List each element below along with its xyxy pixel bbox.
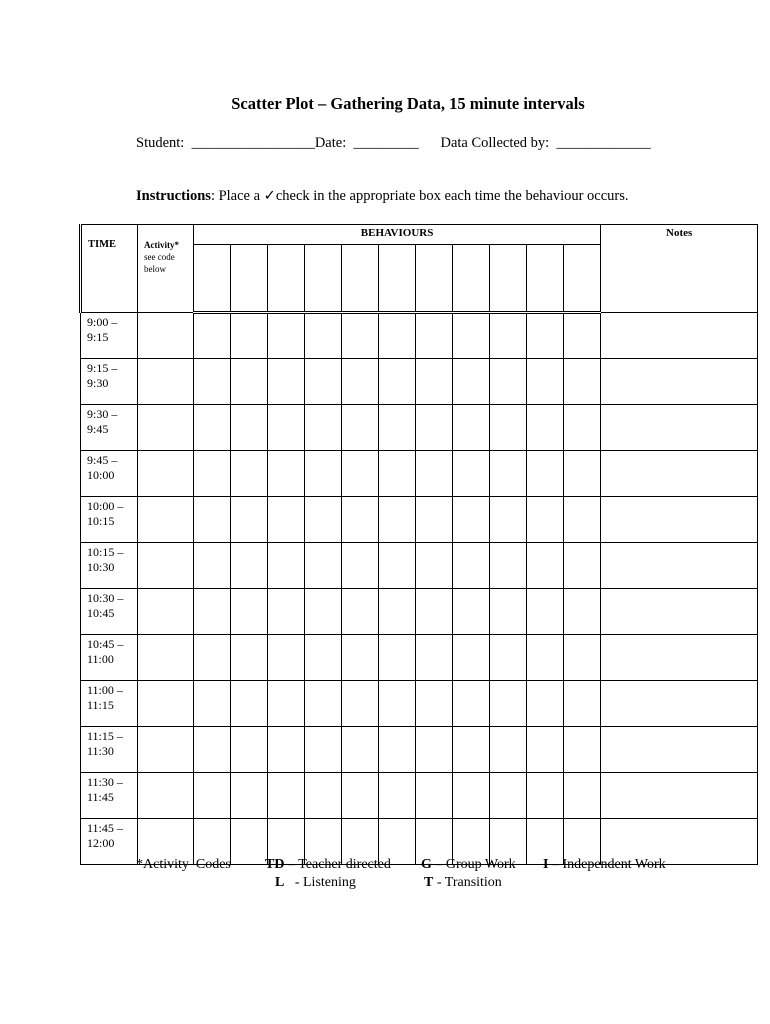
behaviour-check-cell[interactable] xyxy=(490,405,527,451)
behaviour-check-cell[interactable] xyxy=(305,313,342,359)
behaviour-check-cell[interactable] xyxy=(379,359,416,405)
behaviour-check-cell[interactable] xyxy=(305,589,342,635)
behaviour-check-cell[interactable] xyxy=(268,635,305,681)
behaviour-check-cell[interactable] xyxy=(490,497,527,543)
behaviour-check-cell[interactable] xyxy=(564,589,601,635)
behaviour-check-cell[interactable] xyxy=(305,773,342,819)
time-slot-label xyxy=(81,497,138,543)
behaviour-check-cell[interactable] xyxy=(194,589,231,635)
activity-cell[interactable] xyxy=(138,681,194,727)
time-slot-label xyxy=(81,451,138,497)
behaviour-check-cell[interactable] xyxy=(453,451,490,497)
notes-cell[interactable] xyxy=(601,543,758,589)
instructions-text: : Place a ✓check in the appropriate box each time the behaviour occurs. xyxy=(210,188,629,204)
behaviour-check-cell[interactable] xyxy=(231,497,268,543)
behaviour-check-cell[interactable] xyxy=(564,635,601,681)
behaviour-check-cell[interactable] xyxy=(268,497,305,543)
behaviour-col-10[interactable] xyxy=(527,245,564,313)
behaviour-check-cell[interactable] xyxy=(231,359,268,405)
behaviour-check-cell[interactable] xyxy=(564,451,601,497)
behaviour-check-cell[interactable] xyxy=(416,451,453,497)
behaviour-check-cell[interactable] xyxy=(231,313,268,359)
behaviour-check-cell[interactable] xyxy=(564,681,601,727)
behaviour-check-cell[interactable] xyxy=(490,313,527,359)
time-slot-end: 10:45 xyxy=(87,606,115,620)
behaviour-check-cell[interactable] xyxy=(194,681,231,727)
behaviour-check-cell[interactable] xyxy=(342,727,379,773)
table-row xyxy=(81,405,758,451)
table-row xyxy=(81,451,758,497)
notes-cell[interactable] xyxy=(601,589,758,635)
activity-cell[interactable] xyxy=(138,359,194,405)
behaviour-col-3[interactable] xyxy=(268,245,305,313)
time-slot-start: 10:15 – xyxy=(87,545,124,559)
behaviour-check-cell[interactable] xyxy=(194,359,231,405)
behaviour-check-cell[interactable] xyxy=(490,451,527,497)
activity-codes-label: *Activity Codes xyxy=(136,857,231,872)
behaviour-check-cell[interactable] xyxy=(490,681,527,727)
behaviour-check-cell[interactable] xyxy=(268,589,305,635)
behaviour-check-cell[interactable] xyxy=(342,313,379,359)
behaviour-check-cell[interactable] xyxy=(379,681,416,727)
behaviour-col-1[interactable] xyxy=(194,245,231,313)
activity-cell[interactable] xyxy=(138,313,194,359)
behaviour-check-cell[interactable] xyxy=(231,405,268,451)
behaviour-check-cell[interactable] xyxy=(342,635,379,681)
behaviour-check-cell[interactable] xyxy=(379,589,416,635)
behaviour-check-cell[interactable] xyxy=(490,773,527,819)
notes-cell[interactable] xyxy=(601,497,758,543)
behaviour-col-5[interactable] xyxy=(342,245,379,313)
behaviour-check-cell[interactable] xyxy=(527,497,564,543)
behaviour-check-cell[interactable] xyxy=(379,543,416,589)
behaviour-check-cell[interactable] xyxy=(527,359,564,405)
behaviour-check-cell[interactable] xyxy=(305,681,342,727)
behaviour-check-cell[interactable] xyxy=(379,451,416,497)
activity-cell[interactable] xyxy=(138,773,194,819)
behaviour-check-cell[interactable] xyxy=(379,313,416,359)
behaviour-check-cell[interactable] xyxy=(453,313,490,359)
behaviour-check-cell[interactable] xyxy=(305,727,342,773)
table-row xyxy=(81,497,758,543)
code-i-text: – Independent Work xyxy=(548,857,666,872)
behaviour-check-cell[interactable] xyxy=(527,543,564,589)
behaviour-check-cell[interactable] xyxy=(268,681,305,727)
code-i-key: I xyxy=(543,857,549,872)
behaviour-check-cell[interactable] xyxy=(342,543,379,589)
behaviour-check-cell[interactable] xyxy=(564,543,601,589)
behaviour-check-cell[interactable] xyxy=(342,681,379,727)
behaviour-check-cell[interactable] xyxy=(564,497,601,543)
notes-cell[interactable] xyxy=(601,313,758,359)
behaviour-check-cell[interactable] xyxy=(453,773,490,819)
time-slot-label xyxy=(81,313,138,359)
behaviour-check-cell[interactable] xyxy=(194,313,231,359)
time-slot-end: 11:45 xyxy=(87,790,114,804)
notes-cell[interactable] xyxy=(601,451,758,497)
time-slot-end: 10:15 xyxy=(87,514,115,528)
behaviour-check-cell[interactable] xyxy=(490,359,527,405)
behaviour-check-cell[interactable] xyxy=(564,359,601,405)
time-slot-end: 9:30 xyxy=(87,376,109,390)
behaviour-check-cell[interactable] xyxy=(231,635,268,681)
behaviour-check-cell[interactable] xyxy=(527,773,564,819)
activity-cell[interactable] xyxy=(138,405,194,451)
notes-header: Notes xyxy=(601,225,758,313)
time-slot-end: 11:30 xyxy=(87,744,114,758)
time-slot-start: 10:00 – xyxy=(87,499,124,513)
table-row xyxy=(81,543,758,589)
behaviour-check-cell[interactable] xyxy=(416,497,453,543)
activity-header-label: Activity* xyxy=(144,240,179,250)
behaviour-check-cell[interactable] xyxy=(342,405,379,451)
activity-cell[interactable] xyxy=(138,589,194,635)
behaviour-check-cell[interactable] xyxy=(268,313,305,359)
behaviour-check-cell[interactable] xyxy=(564,773,601,819)
behaviour-check-cell[interactable] xyxy=(194,543,231,589)
behaviour-check-cell[interactable] xyxy=(527,635,564,681)
behaviour-check-cell[interactable] xyxy=(527,589,564,635)
behaviour-check-cell[interactable] xyxy=(305,405,342,451)
behaviour-check-cell[interactable] xyxy=(416,543,453,589)
notes-cell[interactable] xyxy=(601,635,758,681)
behaviour-check-cell[interactable] xyxy=(379,497,416,543)
time-slot-start: 9:45 – xyxy=(87,453,118,467)
behaviour-check-cell[interactable] xyxy=(453,543,490,589)
time-slot-label xyxy=(81,681,138,727)
activity-cell[interactable] xyxy=(138,451,194,497)
behaviours-header: BEHAVIOURS xyxy=(194,225,601,245)
behaviour-check-cell[interactable] xyxy=(416,313,453,359)
time-slot-label xyxy=(81,819,138,865)
time-slot-start: 11:00 – xyxy=(87,683,123,697)
table-row xyxy=(81,635,758,681)
behaviour-check-cell[interactable] xyxy=(453,359,490,405)
time-slot-label xyxy=(81,773,138,819)
time-slot-start: 9:00 – xyxy=(87,315,118,329)
behaviour-check-cell[interactable] xyxy=(564,727,601,773)
activity-cell[interactable] xyxy=(138,727,194,773)
behaviour-col-4[interactable] xyxy=(305,245,342,313)
behaviour-check-cell[interactable] xyxy=(268,405,305,451)
behaviour-check-cell[interactable] xyxy=(305,635,342,681)
behaviour-check-cell[interactable] xyxy=(453,681,490,727)
time-slot-label xyxy=(81,359,138,405)
time-header: TIME xyxy=(81,225,138,313)
behaviour-check-cell[interactable] xyxy=(342,773,379,819)
time-slot-start: 10:45 – xyxy=(87,637,124,651)
behaviour-check-cell[interactable] xyxy=(416,681,453,727)
behaviour-check-cell[interactable] xyxy=(194,451,231,497)
behaviour-check-cell[interactable] xyxy=(268,359,305,405)
code-t-text: - Transition xyxy=(433,875,502,890)
behaviour-check-cell[interactable] xyxy=(527,405,564,451)
behaviour-check-cell[interactable] xyxy=(231,819,268,865)
behaviour-check-cell[interactable] xyxy=(231,451,268,497)
table-row xyxy=(81,681,758,727)
table-row xyxy=(81,313,758,359)
activity-cell[interactable] xyxy=(138,543,194,589)
time-slot-end: 10:00 xyxy=(87,468,115,482)
activity-header-sub: see code below xyxy=(144,252,175,274)
behaviour-check-cell[interactable] xyxy=(342,359,379,405)
code-td-key: TD xyxy=(265,857,285,872)
behaviour-check-cell[interactable] xyxy=(305,543,342,589)
behaviour-check-cell[interactable] xyxy=(268,451,305,497)
time-slot-end: 10:30 xyxy=(87,560,115,574)
time-slot-start: 10:30 – xyxy=(87,591,124,605)
behaviour-col-7[interactable] xyxy=(416,245,453,313)
behaviour-check-cell[interactable] xyxy=(305,359,342,405)
behaviour-check-cell[interactable] xyxy=(527,313,564,359)
time-slot-start: 11:45 – xyxy=(87,821,123,835)
behaviour-check-cell[interactable] xyxy=(527,451,564,497)
behaviour-check-cell[interactable] xyxy=(231,681,268,727)
behaviour-check-cell[interactable] xyxy=(490,727,527,773)
behaviour-check-cell[interactable] xyxy=(194,727,231,773)
time-slot-start: 9:15 – xyxy=(87,361,118,375)
code-t xyxy=(424,874,502,892)
behaviour-check-cell[interactable] xyxy=(416,727,453,773)
behaviour-col-6[interactable] xyxy=(379,245,416,313)
behaviour-check-cell[interactable] xyxy=(231,773,268,819)
notes-cell[interactable] xyxy=(601,359,758,405)
code-l xyxy=(275,874,356,892)
behaviour-check-cell[interactable] xyxy=(305,497,342,543)
time-slot-end: 9:45 xyxy=(87,422,109,436)
time-slot-label xyxy=(81,543,138,589)
time-slot-label xyxy=(81,727,138,773)
time-slot-start: 9:30 – xyxy=(87,407,118,421)
behaviour-check-cell[interactable] xyxy=(490,543,527,589)
behaviour-check-cell[interactable] xyxy=(564,405,601,451)
notes-cell[interactable] xyxy=(601,773,758,819)
instructions xyxy=(136,188,629,205)
time-slot-label xyxy=(81,635,138,681)
table-row xyxy=(81,359,758,405)
behaviour-check-cell[interactable] xyxy=(416,589,453,635)
behaviour-check-cell[interactable] xyxy=(379,405,416,451)
info-line: Student: _________________Date: _________ Data Collected by: _____________ xyxy=(136,135,651,151)
behaviour-check-cell[interactable] xyxy=(194,405,231,451)
behaviour-check-cell[interactable] xyxy=(194,773,231,819)
time-slot-start: 11:30 – xyxy=(87,775,123,789)
behaviour-check-cell[interactable] xyxy=(453,589,490,635)
instructions-label: Instructions xyxy=(136,188,211,204)
activity-header xyxy=(138,225,194,313)
time-slot-end: 12:00 xyxy=(87,836,115,850)
notes-cell[interactable] xyxy=(601,681,758,727)
time-slot-label xyxy=(81,589,138,635)
behaviour-check-cell[interactable] xyxy=(342,451,379,497)
behaviour-check-cell[interactable] xyxy=(379,727,416,773)
behaviour-check-cell[interactable] xyxy=(268,727,305,773)
behaviour-check-cell[interactable] xyxy=(416,359,453,405)
code-t-key: T xyxy=(424,875,434,890)
table-row xyxy=(81,589,758,635)
behaviour-check-cell[interactable] xyxy=(416,773,453,819)
code-g xyxy=(421,856,516,874)
behaviour-check-cell[interactable] xyxy=(379,773,416,819)
behaviour-check-cell[interactable] xyxy=(231,589,268,635)
table-row xyxy=(81,727,758,773)
behaviour-check-cell[interactable] xyxy=(453,405,490,451)
activity-cell[interactable] xyxy=(138,497,194,543)
behaviour-check-cell[interactable] xyxy=(453,635,490,681)
behaviour-col-2[interactable] xyxy=(231,245,268,313)
behaviour-check-cell[interactable] xyxy=(490,635,527,681)
page-title: Scatter Plot – Gathering Data, 15 minute intervals xyxy=(231,94,585,113)
behaviour-check-cell[interactable] xyxy=(416,635,453,681)
code-td-text: – Teacher directed xyxy=(284,857,391,872)
behaviour-check-cell[interactable] xyxy=(490,589,527,635)
behaviour-check-cell[interactable] xyxy=(342,497,379,543)
scatter-plot-table xyxy=(79,224,758,865)
behaviour-check-cell[interactable] xyxy=(194,497,231,543)
code-i xyxy=(543,856,666,874)
time-slot-end: 11:15 xyxy=(87,698,114,712)
behaviour-check-cell[interactable] xyxy=(231,727,268,773)
code-g-text: – Group Work xyxy=(431,857,516,872)
behaviour-check-cell[interactable] xyxy=(231,543,268,589)
code-l-text: - Listening xyxy=(284,875,356,890)
time-slot-end: 11:00 xyxy=(87,652,114,666)
time-slot-start: 11:15 – xyxy=(87,729,123,743)
behaviour-check-cell[interactable] xyxy=(453,497,490,543)
behaviour-col-9[interactable] xyxy=(490,245,527,313)
behaviour-check-cell[interactable] xyxy=(453,727,490,773)
behaviour-check-cell[interactable] xyxy=(564,313,601,359)
notes-cell[interactable] xyxy=(601,405,758,451)
time-slot-label xyxy=(81,405,138,451)
behaviour-check-cell[interactable] xyxy=(268,543,305,589)
behaviour-check-cell[interactable] xyxy=(379,635,416,681)
code-g-key: G xyxy=(421,857,432,872)
time-slot-end: 9:15 xyxy=(87,330,109,344)
behaviour-check-cell[interactable] xyxy=(194,635,231,681)
notes-cell[interactable] xyxy=(601,727,758,773)
behaviour-check-cell[interactable] xyxy=(527,681,564,727)
table-row xyxy=(81,773,758,819)
behaviour-check-cell[interactable] xyxy=(342,589,379,635)
activity-cell[interactable] xyxy=(138,635,194,681)
behaviour-check-cell[interactable] xyxy=(268,773,305,819)
code-l-key: L xyxy=(275,875,285,890)
code-td xyxy=(265,856,391,874)
behaviour-check-cell[interactable] xyxy=(305,451,342,497)
behaviour-check-cell[interactable] xyxy=(416,405,453,451)
behaviour-check-cell[interactable] xyxy=(527,727,564,773)
behaviour-col-8[interactable] xyxy=(453,245,490,313)
behaviour-col-11[interactable] xyxy=(564,245,601,313)
